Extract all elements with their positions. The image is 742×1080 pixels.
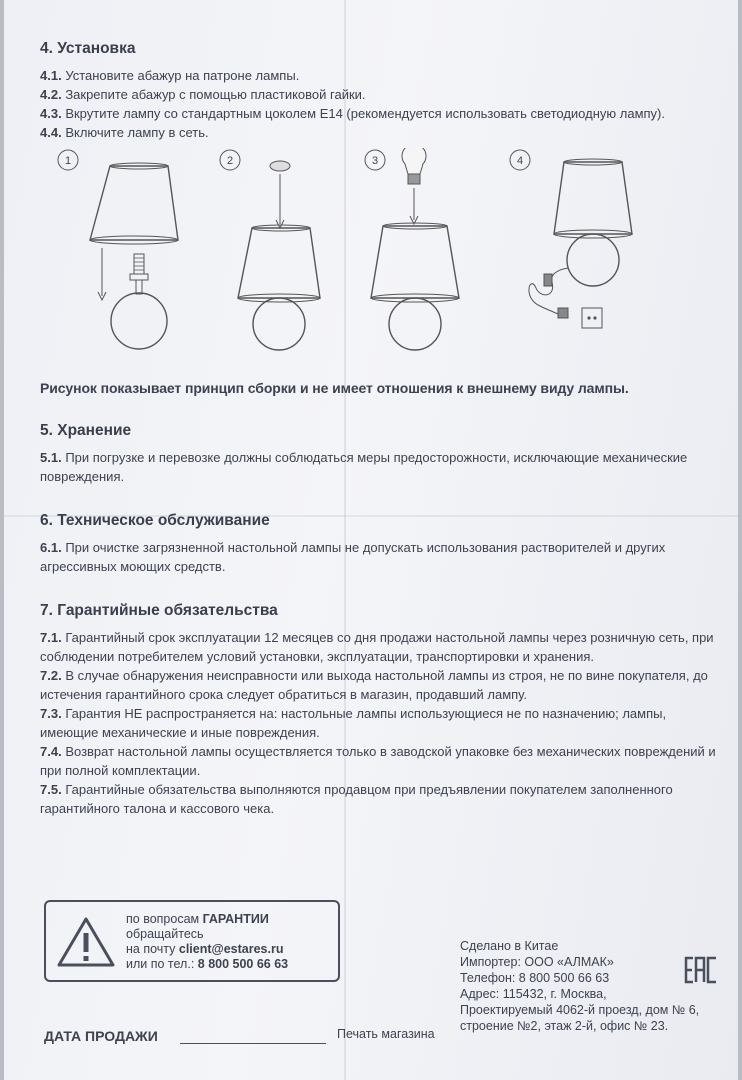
lamp-base	[253, 298, 305, 350]
list-item: 7.1. Гарантийный срок эксплуатации 12 месяцев со дня продажи настольной лампы через розничную сеть, при соблюдении потребителем условий установки, эксплуатации, транспортировки и хранения.	[40, 630, 714, 664]
list-item: 4.4. Включите лампу в сеть.	[40, 125, 209, 140]
figure-step-1	[50, 148, 200, 368]
list-item: 5.1. При погрузке и перевозке должны соблюдаться меры предосторожности, исключающие механические повреждения.	[40, 450, 688, 484]
section-title: 4. Установка	[40, 40, 136, 57]
eac-mark-icon	[684, 955, 718, 985]
sale-date-line	[180, 1043, 326, 1044]
section-storage	[40, 422, 720, 486]
section-install	[40, 40, 720, 396]
lamp-shade	[554, 162, 632, 234]
list-item: 4.3. Вкрутите лампу со стандартным цоколем Е14 (рекомендуется использовать светодиодную лампу).	[40, 106, 665, 121]
bulb-icon	[402, 148, 426, 174]
lamp-base	[567, 234, 619, 286]
list-item: 7.2. В случае обнаружения неисправности или выхода настольной лампы из строя, не по вине покупателя, до истечения гарантийного срока следует обратиться в магазин, продавший лампу.	[40, 668, 708, 702]
warranty-contact-box	[44, 900, 340, 982]
warning-icon	[56, 916, 116, 968]
section-title: 6. Техническое обслуживание	[40, 512, 270, 529]
store-stamp-label: Печать магазина	[337, 1027, 435, 1041]
sheet-content	[40, 40, 720, 818]
plug-icon	[558, 308, 568, 318]
list-item: 4.1. Установите абажур на патроне лампы.	[40, 68, 300, 83]
step-number: 4	[516, 155, 524, 167]
step-number: 2	[226, 155, 234, 167]
step-number: 3	[371, 155, 379, 167]
warranty-contact-text: по вопросам ГАРАНТИИ обращайтесь на почту client@estares.ru или по тел.: 8 800 500 66 63	[126, 912, 289, 971]
plastic-nut	[270, 161, 290, 171]
figure-step-3	[355, 148, 505, 368]
section-title: 7. Гарантийные обязательства	[40, 602, 278, 619]
list-item: 7.5. Гарантийные обязательства выполняются продавцом при предъявлении покупателем заполненного гарантийного талона и кассового чека.	[40, 782, 673, 816]
lamp-shade	[371, 226, 459, 298]
section-title: 5. Хранение	[40, 422, 132, 439]
list-item: 7.3. Гарантия НЕ распространяется на: настольные лампы использующиеся не по назначению; лампы, имеющие механические и иные повреждения.	[40, 706, 667, 740]
section-service	[40, 512, 720, 576]
figure-step-2	[210, 148, 360, 368]
step-number: 1	[64, 155, 72, 167]
lamp-base	[111, 293, 167, 349]
lamp-shade	[238, 228, 320, 298]
figure-caption: Рисунок показывает принцип сборки и не имеет отношения к внешнему виду лампы.	[40, 380, 629, 396]
instruction-sheet	[4, 0, 738, 1080]
importer-info: Сделано в Китае Импортер: ООО «АЛМАК» Телефон: 8 800 500 66 63 Адрес: 115432, г. Москва, Проектируемый 4062-й проезд, дом № 6, строение №2, этаж 2-й, офис № 23.	[460, 939, 700, 1033]
socket-icon	[582, 308, 602, 328]
figure-step-4	[500, 148, 670, 368]
section-warranty	[40, 602, 720, 818]
lamp-shade	[90, 166, 178, 240]
list-item: 7.4. Возврат настольной лампы осуществляется только в заводской упаковке без механических повреждений и при полной комплектации.	[40, 744, 716, 778]
sale-date-label: ДАТА ПРОДАЖИ	[44, 1028, 158, 1044]
lamp-base	[389, 298, 441, 350]
assembly-figures	[40, 148, 720, 378]
switch-icon	[544, 274, 552, 286]
lamp-socket	[134, 254, 144, 274]
list-item: 6.1. При очистке загрязненной настольной лампы не допускать использования растворителей и других агрессивных моющих средств.	[40, 540, 666, 574]
list-item: 4.2. Закрепите абажур с помощью пластиковой гайки.	[40, 87, 366, 102]
